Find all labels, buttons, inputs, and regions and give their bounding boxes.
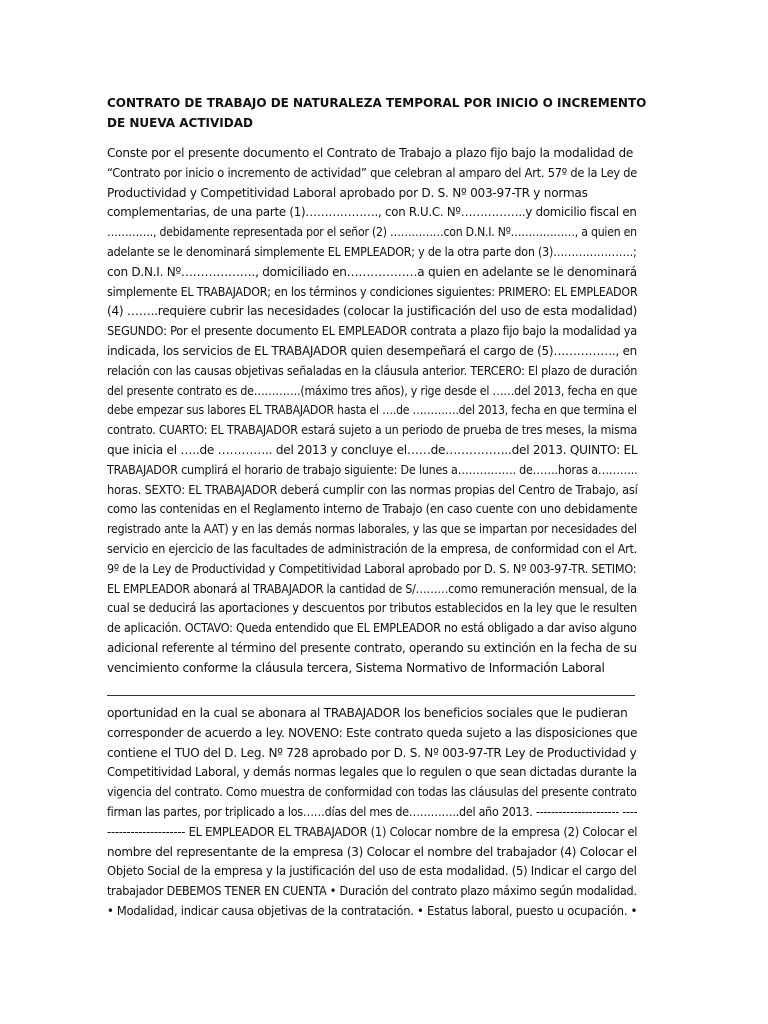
text-line: Objeto Social de la empresa y la justificación del uso de esta modalidad. (5) Indicar el cargo del bbox=[107, 864, 637, 879]
text-line: trabajador DEBEMOS TENER EN CUENTA • Duración del contrato plazo máximo según modalidad. bbox=[107, 884, 637, 899]
text-line: que inicia el …..de ………….. del 2013 y concluye el……de……………..del 2013. QUINTO: EL bbox=[107, 442, 638, 457]
text-line: servicio en ejercicio de las facultades de administración de la empresa, de conformidad con el Art. bbox=[107, 541, 638, 556]
text-line: contiene el TUO del D. Leg. Nº 728 aprobado por D. S. Nº 003-97-TR Ley de Productividad y bbox=[107, 745, 637, 760]
contract-body-part-2 bbox=[107, 704, 637, 922]
text-line: corresponder de acuerdo a ley. NOVENO: Este contrato queda sujeto a las disposiciones que bbox=[107, 725, 638, 740]
text-line: contrato. CUARTO: EL TRABAJADOR estará sujeto a un periodo de prueba de tres meses, la misma bbox=[107, 423, 638, 438]
text-line: SEGUNDO: Por el presente documento EL EMPLEADOR contrata a plazo fijo bajo la modalidad ya bbox=[107, 324, 637, 339]
text-line: oportunidad en la cual se abonara al TRABAJADOR los beneficios sociales que le pudieran bbox=[107, 706, 628, 720]
text-line: Productividad y Competitividad Laboral aprobado por D. S. Nº 003-97-TR y normas bbox=[107, 185, 588, 200]
text-line: • Modalidad, indicar causa objetivas de la contratación. • Estatus laboral, puesto u ocupación. • bbox=[107, 903, 638, 918]
page-separator-line bbox=[107, 695, 635, 696]
text-line: -------------------- EL EMPLEADOR EL TRABAJADOR (1) Colocar nombre de la empresa (2) Colocar el bbox=[107, 824, 638, 839]
text-line: “Contrato por inicio o incremento de actividad” que celebran al amparo del Art. 57º de la Ley de bbox=[107, 165, 638, 180]
text-line: TRABAJADOR cumplirá el horario de trabajo siguiente: De lunes a……………. de…….horas a……….. bbox=[107, 462, 638, 477]
text-line: (4) ……..requiere cubrir las necesidades (colocar la justificación del uso de esta modalidad) bbox=[107, 304, 638, 319]
contract-body-part-1 bbox=[107, 144, 637, 679]
text-line: Conste por el presente documento el Contrato de Trabajo a plazo fijo bajo la modalidad de bbox=[107, 146, 634, 160]
text-line: de aplicación. OCTAVO: Queda entendido que EL EMPLEADOR no está obligado a dar aviso alguno bbox=[107, 621, 637, 636]
document-title: CONTRATO DE TRABAJO DE NATURALEZA TEMPORAL POR INICIO O INCREMENTO DE NUEVA ACTIVIDAD bbox=[107, 96, 647, 130]
text-line: firman las partes, por triplicado a los……días del mes de…………..del año 2013. ---------------------- ---- bbox=[107, 804, 638, 819]
text-line: simplemente EL TRABAJADOR; en los términos y condiciones siguientes: PRIMERO: EL EMPLEADOR bbox=[107, 284, 638, 299]
text-line: debe empezar sus labores EL TRABAJADOR hasta el ….de ………….del 2013, fecha en que termina el bbox=[107, 403, 637, 418]
text-line: relación con las causas objetivas señaladas en la cláusula anterior. TERCERO: El plazo de duración bbox=[107, 363, 638, 378]
text-line: como las contenidas en el Reglamento interno de Trabajo (en caso cuente con uno debidamente bbox=[107, 502, 638, 517]
text-line: …………., debidamente representada por el señor (2) ……………con D.N.I. Nº………………, a quien en bbox=[107, 225, 637, 240]
text-line: del presente contrato es de………….(máximo tres años), y rige desde el ……del 2013, fecha en que bbox=[107, 383, 638, 398]
text-line: adelante se le denominará simplemente EL EMPLEADOR; y de la otra parte don (3)………………….; bbox=[107, 244, 637, 259]
text-line: indicada, los servicios de EL TRABAJADOR quien desempeñará el cargo de (5)……………., en bbox=[107, 343, 638, 358]
text-line: Competitividad Laboral, y demás normas legales que lo regulen o que sean dictadas durante la bbox=[107, 765, 637, 780]
text-line: complementarias, de una parte (1)………………., con R.U.C. Nº……………..y domicilio fiscal en bbox=[107, 205, 637, 220]
text-line: nombre del representante de la empresa (3) Colocar el nombre del trabajador (4) Colocar el bbox=[107, 844, 637, 859]
text-line: vencimiento conforme la cláusula tercera, Sistema Normativo de Información Laboral bbox=[107, 660, 605, 675]
text-line: con D.N.I. Nº………………., domiciliado en………………a quien en adelante se le denominará bbox=[107, 264, 637, 279]
text-line: cual se deducirá las aportaciones y descuentos por tributos establecidos en la ley que le resulten bbox=[107, 601, 637, 616]
text-line: 9º de la Ley de Productividad y Competitividad Laboral aprobado por D. S. Nº 003-97-TR. SETIMO: bbox=[107, 561, 637, 576]
text-line: adicional referente al término del presente contrato, operando su extinción en la fecha de su bbox=[107, 640, 637, 655]
text-line: registrado ante la AAT) y en las demás normas laborales, y las que se impartan por necesidades del bbox=[107, 522, 637, 537]
text-line: EL EMPLEADOR abonará al TRABAJADOR la cantidad de S/………como remuneración mensual, de la bbox=[107, 581, 637, 596]
text-line: vigencia del contrato. Como muestra de conformidad con todas las cláusulas del presente contrato bbox=[107, 785, 637, 800]
text-line: horas. SEXTO: EL TRABAJADOR deberá cumplir con las normas propias del Centro de Trabajo, así bbox=[107, 482, 638, 497]
